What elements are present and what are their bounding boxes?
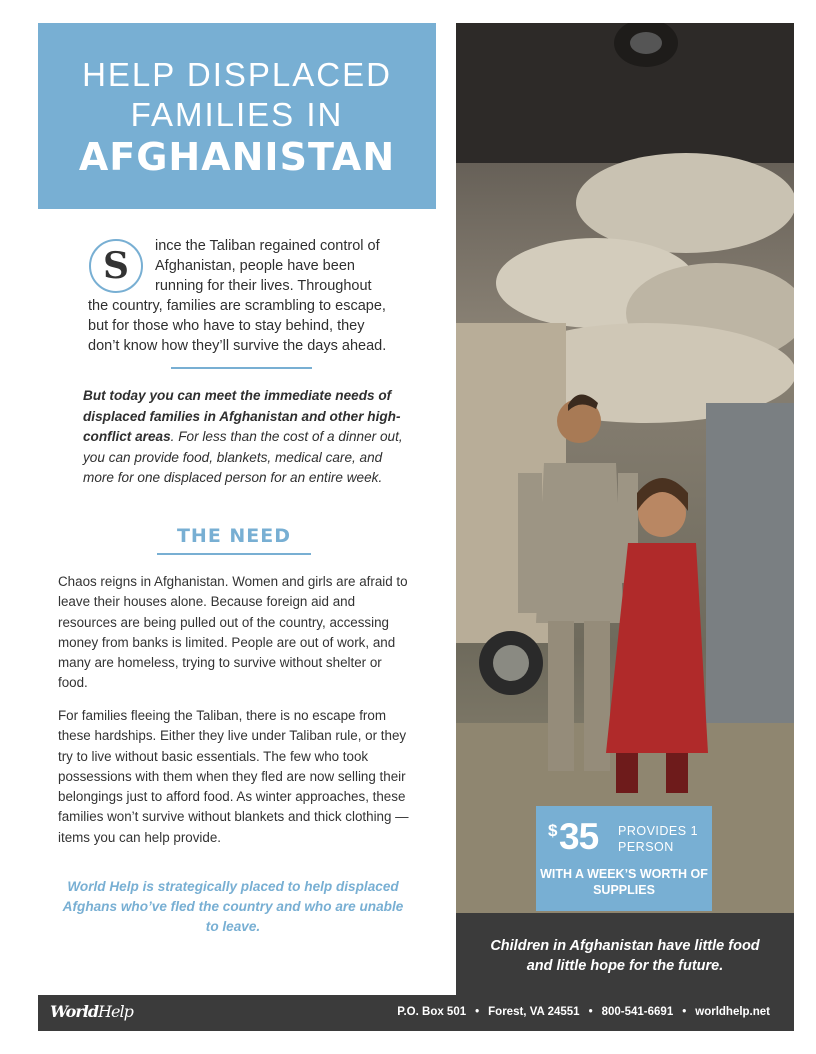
footer-bar <box>38 995 794 1031</box>
footer-bullet: • <box>682 1006 687 1018</box>
title-line-1: HELP DISPLACED <box>82 56 392 93</box>
footer-phone: 800-541-6691 <box>601 1006 674 1018</box>
title-banner <box>38 23 436 209</box>
logo-help: Help <box>98 1002 133 1021</box>
lead-rest-text: . For less than the cost of a dinner out, you can provide food, blankets, medical care, and more for one displaced person for an entire week. <box>83 429 403 485</box>
price-callout <box>536 806 712 911</box>
price-provides-text: PROVIDES 1 PERSON <box>618 824 699 854</box>
divider-rule <box>171 367 312 369</box>
need-paragraph-1: Chaos reigns in Afghanistan. Women and girls are afraid to leave their houses alone. Because foreign aid and resources are being pulled out of the country, accessing money from banks is limited. People are out of work, and many are homeless, trying to survive without shelter or food. <box>58 574 408 691</box>
lead-paragraph <box>83 386 413 489</box>
price-supplies-text: WITH A WEEK’S WORTH OF SUPPLIES <box>540 867 708 897</box>
children-photo <box>456 23 794 913</box>
photo-caption-text: Children in Afghanistan have little food and little hope for the future. <box>490 938 760 974</box>
price-dollar-sign: $ <box>548 821 558 840</box>
need-paragraph-2: For families fleeing the Taliban, there is no escape from these hardships. Either they live under Taliban rule, or they try to live without basic essentials. The few who took possessions with them when they fled are now selling their belongings just to afford food. As winter approaches, these families won’t survive without blankets and thick clothing — items you can help provide. <box>58 708 409 845</box>
logo-world: World <box>50 1002 99 1021</box>
title-line-2: FAMILIES IN <box>130 96 344 133</box>
footer-address: P.O. Box 501 <box>397 1006 467 1018</box>
footer-website[interactable]: worldhelp.net <box>695 1006 770 1018</box>
title-line-3: AFGHANISTAN <box>78 135 396 179</box>
footer-city: Forest, VA 24551 <box>488 1006 580 1018</box>
need-heading: THE NEED <box>176 525 292 547</box>
footer-contact <box>397 1006 770 1018</box>
need-heading-underline <box>157 553 311 555</box>
dropcap-letter: S <box>89 239 143 293</box>
price-amount: 35 <box>559 816 599 857</box>
photo-caption <box>456 913 794 995</box>
worldhelp-logo <box>50 1002 133 1021</box>
intro-text: ince the Taliban regained control of Afghanistan, people have been running for their lives. Throughout the country, families are scrambling to escape, but for those who have to stay behind, they don’t know how they’ll survive the days ahead. <box>88 238 387 354</box>
closing-statement: World Help is strategically placed to help displaced Afghans who’ve fled the country and who are unable to leave. <box>62 879 404 934</box>
footer-bullet: • <box>475 1006 480 1018</box>
lead-bold-text: But today you can meet the immediate needs of displaced families in Afghanistan and other high-conflict areas <box>83 388 401 444</box>
intro-paragraph <box>88 236 394 356</box>
footer-bullet: • <box>588 1006 593 1018</box>
